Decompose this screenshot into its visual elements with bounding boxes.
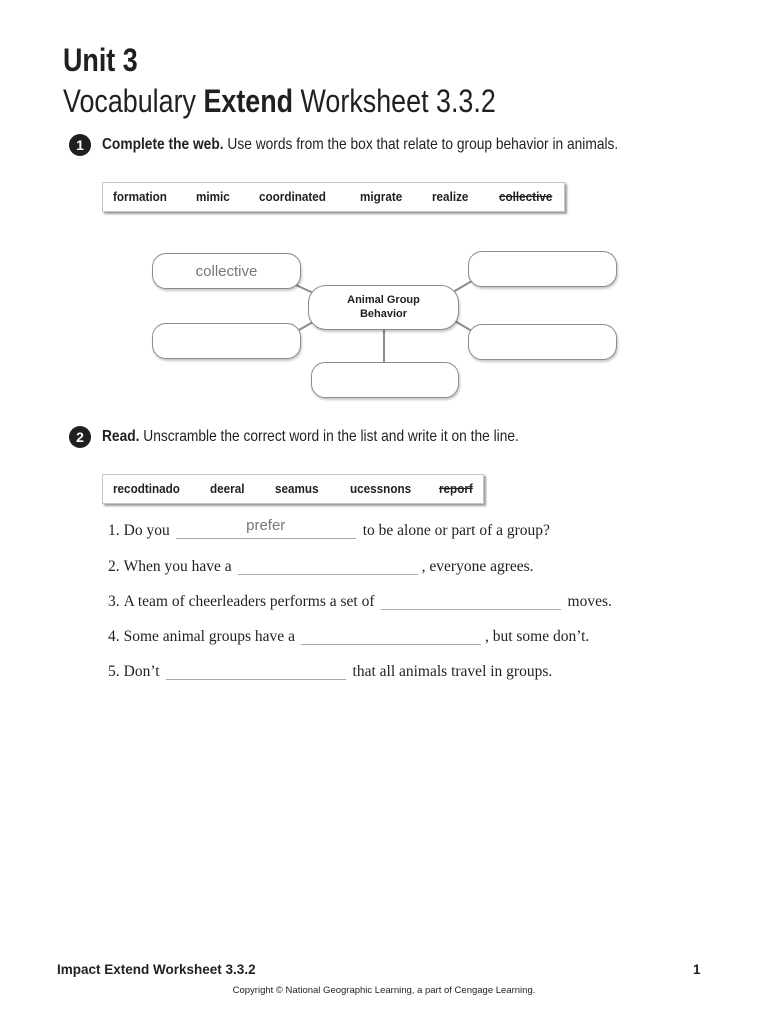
activity-1-instruction-lead: Complete the web. <box>102 136 224 153</box>
activity-1-instruction-text: Use words from the box that relate to group behavior in animals. <box>227 136 619 153</box>
web-center-label-line-1: Animal Group <box>347 294 420 306</box>
sentence-row <box>108 592 612 612</box>
page-number: 1 <box>693 962 701 977</box>
word-bank-word: coordinated <box>259 189 326 204</box>
word-bank-word: realize <box>432 189 469 204</box>
word-bank-word: collective <box>499 189 553 204</box>
sentence-text-after: to be alone or part of a group? <box>362 522 550 539</box>
sentence-row <box>108 662 552 682</box>
activity-2-instruction <box>102 427 519 447</box>
web-center-box <box>308 285 459 330</box>
unit-heading: Unit 3 <box>63 42 138 78</box>
sentence-text-after: that all animals travel in groups. <box>352 663 553 680</box>
activity-1-number-badge: 1 <box>69 134 91 156</box>
web-answer-box-top-right <box>468 251 617 287</box>
answer-blank <box>166 663 346 680</box>
scrambled-word: recodtinado <box>113 481 180 496</box>
web-center-label-line-2: Behavior <box>359 307 408 320</box>
web-answer-box-bottom <box>311 362 459 398</box>
sentence-number: 5. <box>108 663 120 680</box>
title-suffix: Worksheet 3.3.2 <box>300 83 496 119</box>
scrambled-word: seamus <box>275 481 319 496</box>
activity-2-number-badge: 2 <box>69 426 91 448</box>
copyright-notice: Copyright © National Geographic Learning, a part of Cengage Learning. <box>232 985 536 996</box>
web-answer-box-middle-left <box>152 323 301 359</box>
title-prefix: Vocabulary <box>63 83 196 119</box>
sentence-row <box>108 517 550 541</box>
sentence-text-after: moves. <box>567 593 612 610</box>
web-answer-box-top-left <box>152 253 301 289</box>
activity-2-instruction-lead: Read. <box>102 428 140 445</box>
web-answer-text: collective <box>195 262 258 280</box>
sentence-text-before: Don’t <box>123 663 160 680</box>
sentence-row <box>108 557 534 577</box>
answer-blank <box>301 628 481 645</box>
sentence-text-after: , everyone agrees. <box>421 558 534 575</box>
word-bank-word: formation <box>113 189 167 204</box>
answer-blank <box>381 593 561 610</box>
sentence-number: 1. <box>108 522 120 539</box>
activity-2-instruction-text: Unscramble the correct word in the list and write it on the line. <box>143 428 519 445</box>
sentence-text-after: , but some don’t. <box>484 628 590 645</box>
word-bank-word: mimic <box>196 189 230 204</box>
word-bank-word: migrate <box>360 189 403 204</box>
title-emphasis: Extend <box>203 83 294 119</box>
sentence-row <box>108 627 589 647</box>
sentence-number: 4. <box>108 628 120 645</box>
scrambled-word: reporf <box>439 481 473 496</box>
scrambled-word: ucessnons <box>350 481 412 496</box>
answer-blank <box>238 558 418 575</box>
sentence-text-before: Do you <box>123 522 170 539</box>
scrambled-word: deeral <box>210 481 245 496</box>
sentence-number: 3. <box>108 593 120 610</box>
web-answer-box-middle-right <box>468 324 617 360</box>
answer-blank <box>176 517 356 539</box>
sentence-text-before: When you have a <box>123 558 232 575</box>
sentence-text-before: Some animal groups have a <box>123 628 295 645</box>
answer-text: prefer <box>246 517 286 534</box>
sentence-number: 2. <box>108 558 120 575</box>
scrambled-word-list-box <box>102 474 484 504</box>
web-connectors <box>0 0 768 420</box>
sentence-text-before: A team of cheerleaders performs a set of <box>123 593 375 610</box>
footer-title: Impact Extend Worksheet 3.3.2 <box>57 962 256 977</box>
